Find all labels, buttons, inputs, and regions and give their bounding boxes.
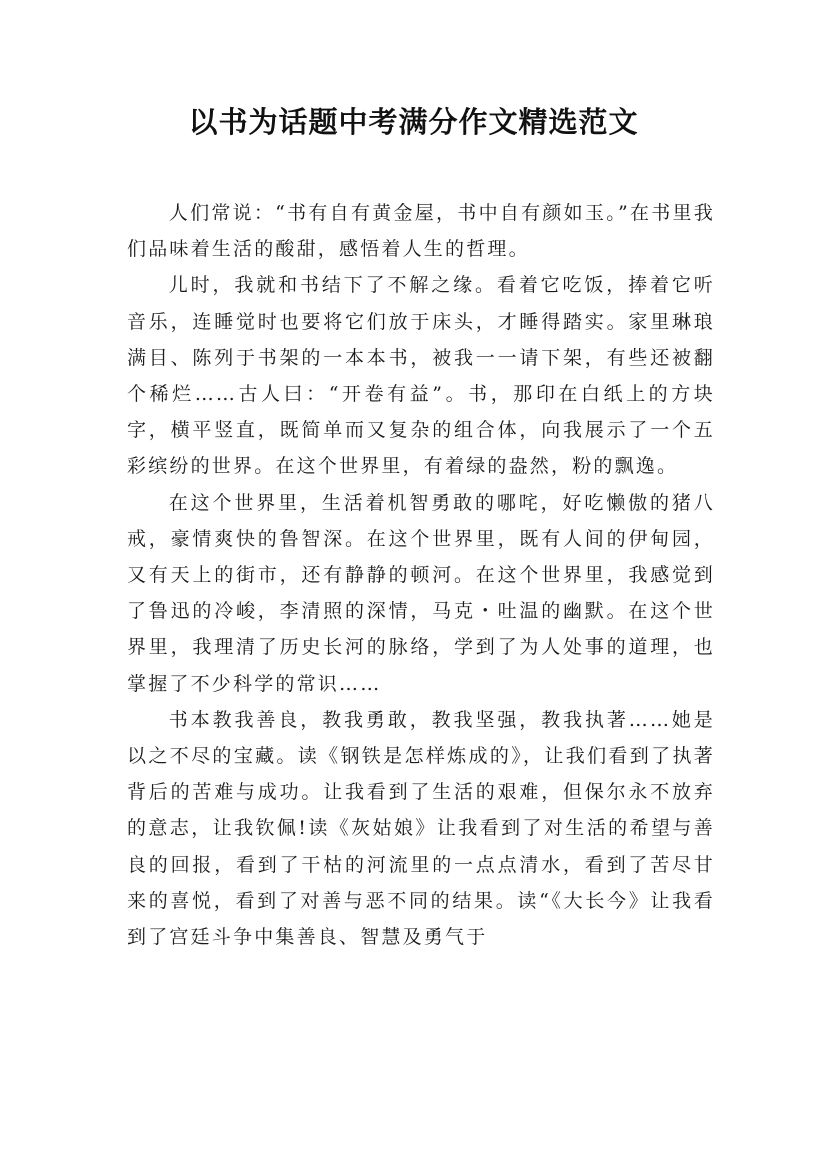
paragraph: 人们常说：“书有自有黄金屋，书中自有颜如玉。”在书里我们品味着生活的酸甜，感悟着人生的哲理。 — [127, 202, 715, 261]
paragraph: 在这个世界里，生活着机智勇敢的哪咤，好吃懒傲的猪八戒，豪情爽快的鲁智深。在这个世界里，既有人间的伊甸园，又有天上的街市，还有静静的顿河。在这个世界里，我感觉到了鲁迅的冷峻，李清照的深情，马克・吐温的幽默。在这个世界里，我理清了历史长河的脉络，学到了为人处事的道理，也掌握了不少科学的常识…… — [127, 491, 715, 695]
paragraph: 儿时，我就和书结下了不解之缘。看着它吃饭，捧着它听音乐，连睡觉时也要将它们放于床头，才睡得踏实。家里琳琅满目、陈列于书架的一本本书，被我一一请下架，有些还被翻个稀烂……古人曰：“开卷有益”。书，那印在白纸上的方块字，横平竖直，既简单而又复杂的组合体，向我展示了一个五彩缤纷的世界。在这个世界里，有着绿的盎然，粉的飘逸。 — [127, 274, 715, 478]
paragraph: 书本教我善良，教我勇敢，教我坚强，教我执著……她是以之不尽的宝藏。读《钢铁是怎样炼成的》，让我们看到了执著背后的苦难与成功。让我看到了生活的艰难，但保尔永不放弃的意志，让我钦佩!读《灰姑娘》让我看到了对生活的希望与善良的回报，看到了干枯的河流里的一点点清水，看到了苦尽甘来的喜悦，看到了对善与恶不同的结果。读“《大长今》让我看到了宫廷斗争中集善良、智慧及勇气于 — [127, 708, 715, 949]
document-body — [127, 195, 715, 955]
document-title: 以书为话题中考满分作文精选范文 — [188, 105, 639, 139]
